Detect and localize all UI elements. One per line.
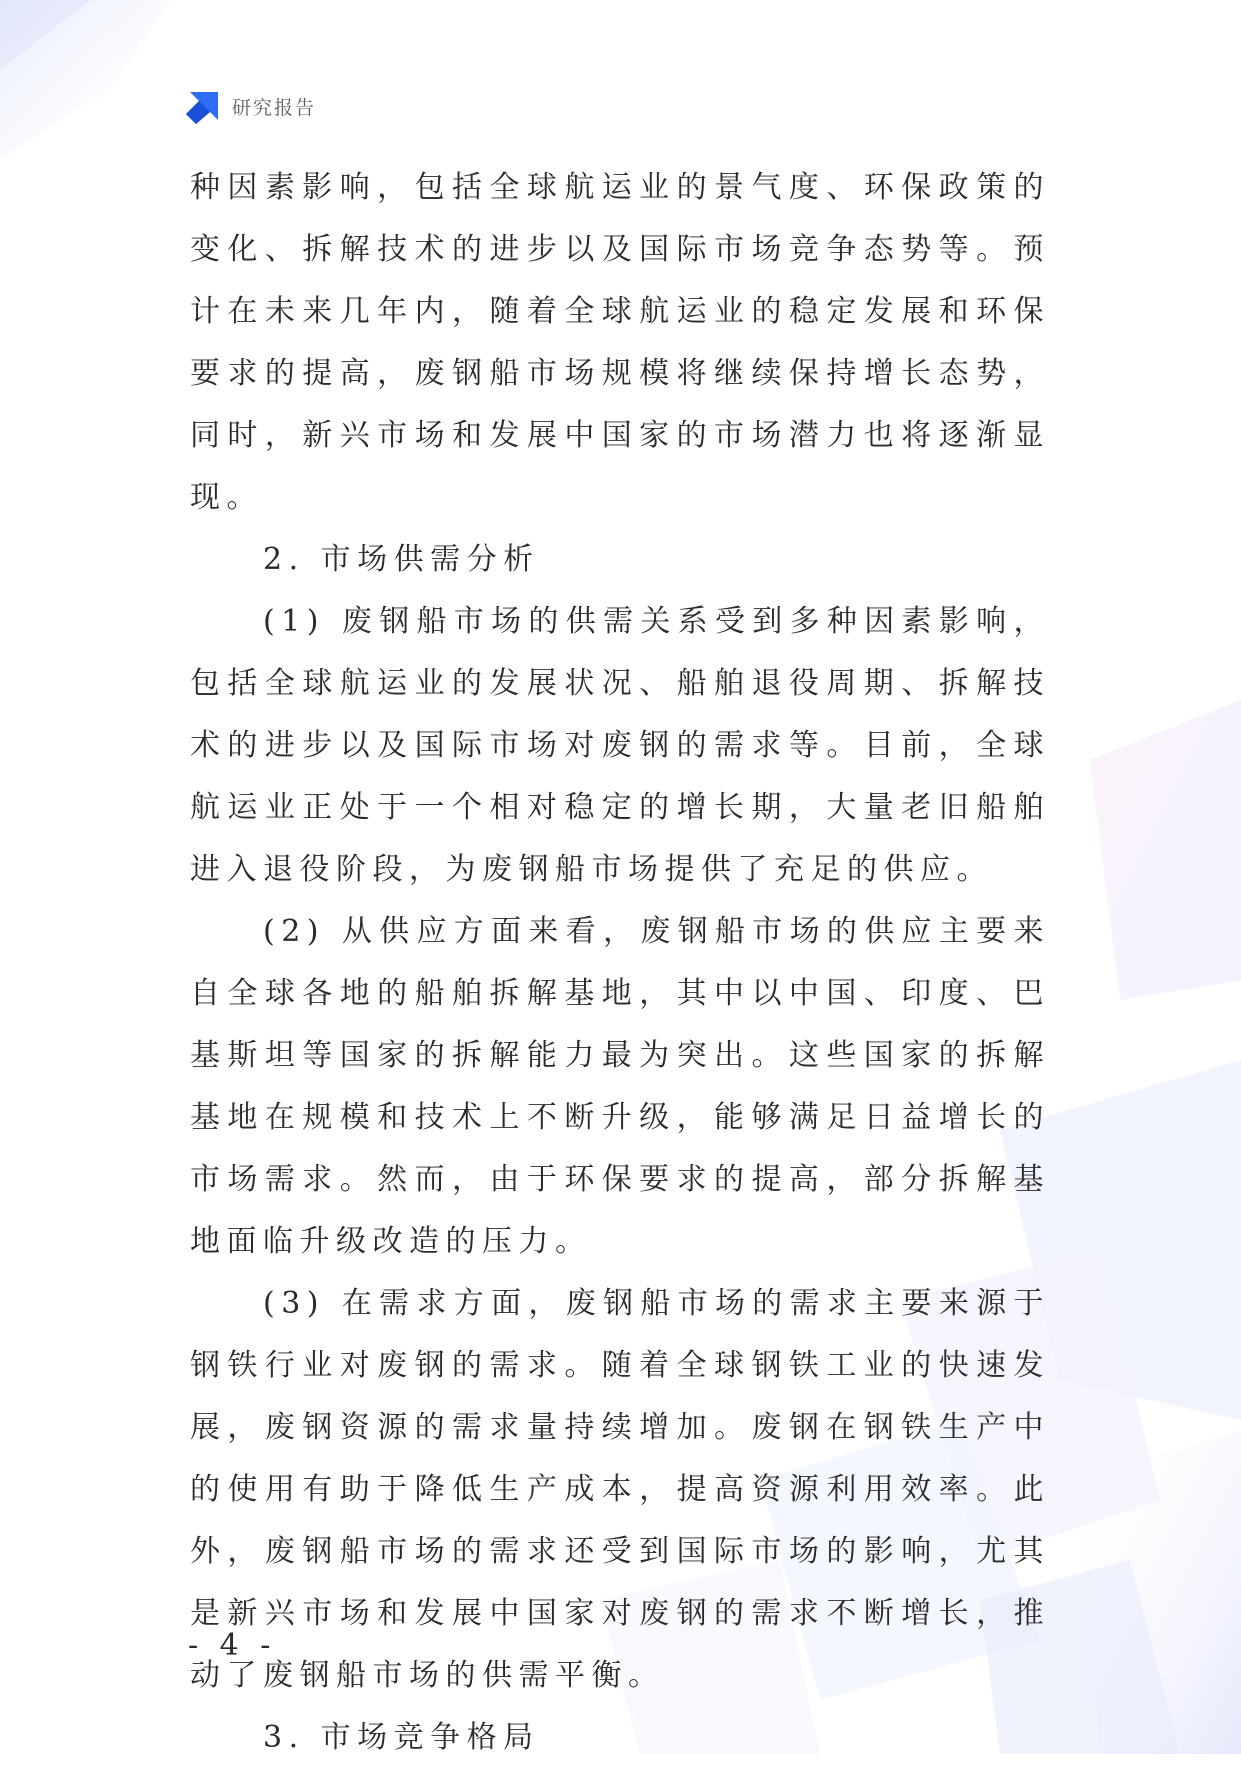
report-header <box>186 88 316 124</box>
arrow-up-right-icon <box>186 88 222 124</box>
section-heading-competition: 3. 市场竞争格局 <box>263 1720 540 1755</box>
section-heading-supply-demand: 2. 市场供需分析 <box>263 542 540 577</box>
page-number: - 4 - <box>188 1628 277 1663</box>
header-title: 研究报告 <box>232 96 317 119</box>
paragraph-1: (1) 废钢船市场的供需关系受到多种因素影响，包括全球航运业的发展状况、船舶退役周期、拆解技术的进步以及国际市场对废钢的需求等。目前，全球航运业正处于一个相对稳定的增长期，大量老旧船舶进入退役阶段，为废钢船市场提供了充足的供应。 <box>190 604 1050 887</box>
document-body <box>190 157 1050 1769</box>
paragraph-2: (2) 从供应方面来看，废钢船市场的供应主要来自全球各地的船舶拆解基地，其中以中国、印度、巴基斯坦等国家的拆解能力最为突出。这些国家的拆解基地在规模和技术上不断升级，能够满足日益增长的市场需求。然而，由于环保要求的提高，部分拆解基地面临升级改造的压力。 <box>190 914 1050 1259</box>
paragraph-intro: 种因素影响，包括全球航运业的景气度、环保政策的变化、拆解技术的进步以及国际市场竞争态势等。预计在未来几年内，随着全球航运业的稳定发展和环保要求的提高，废钢船市场规模将继续保持增长态势，同时，新兴市场和发展中国家的市场潜力也将逐渐显现。 <box>190 170 1050 515</box>
paragraph-3: (3) 在需求方面，废钢船市场的需求主要来源于钢铁行业对废钢的需求。随着全球钢铁工业的快速发展，废钢资源的需求量持续增加。废钢在钢铁生产中的使用有助于降低生产成本，提高资源利用效率。此外，废钢船市场的需求还受到国际市场的影响，尤其是新兴市场和发展中国家对废钢的需求不断增长，推动了废钢船市场的供需平衡。 <box>190 1286 1050 1693</box>
